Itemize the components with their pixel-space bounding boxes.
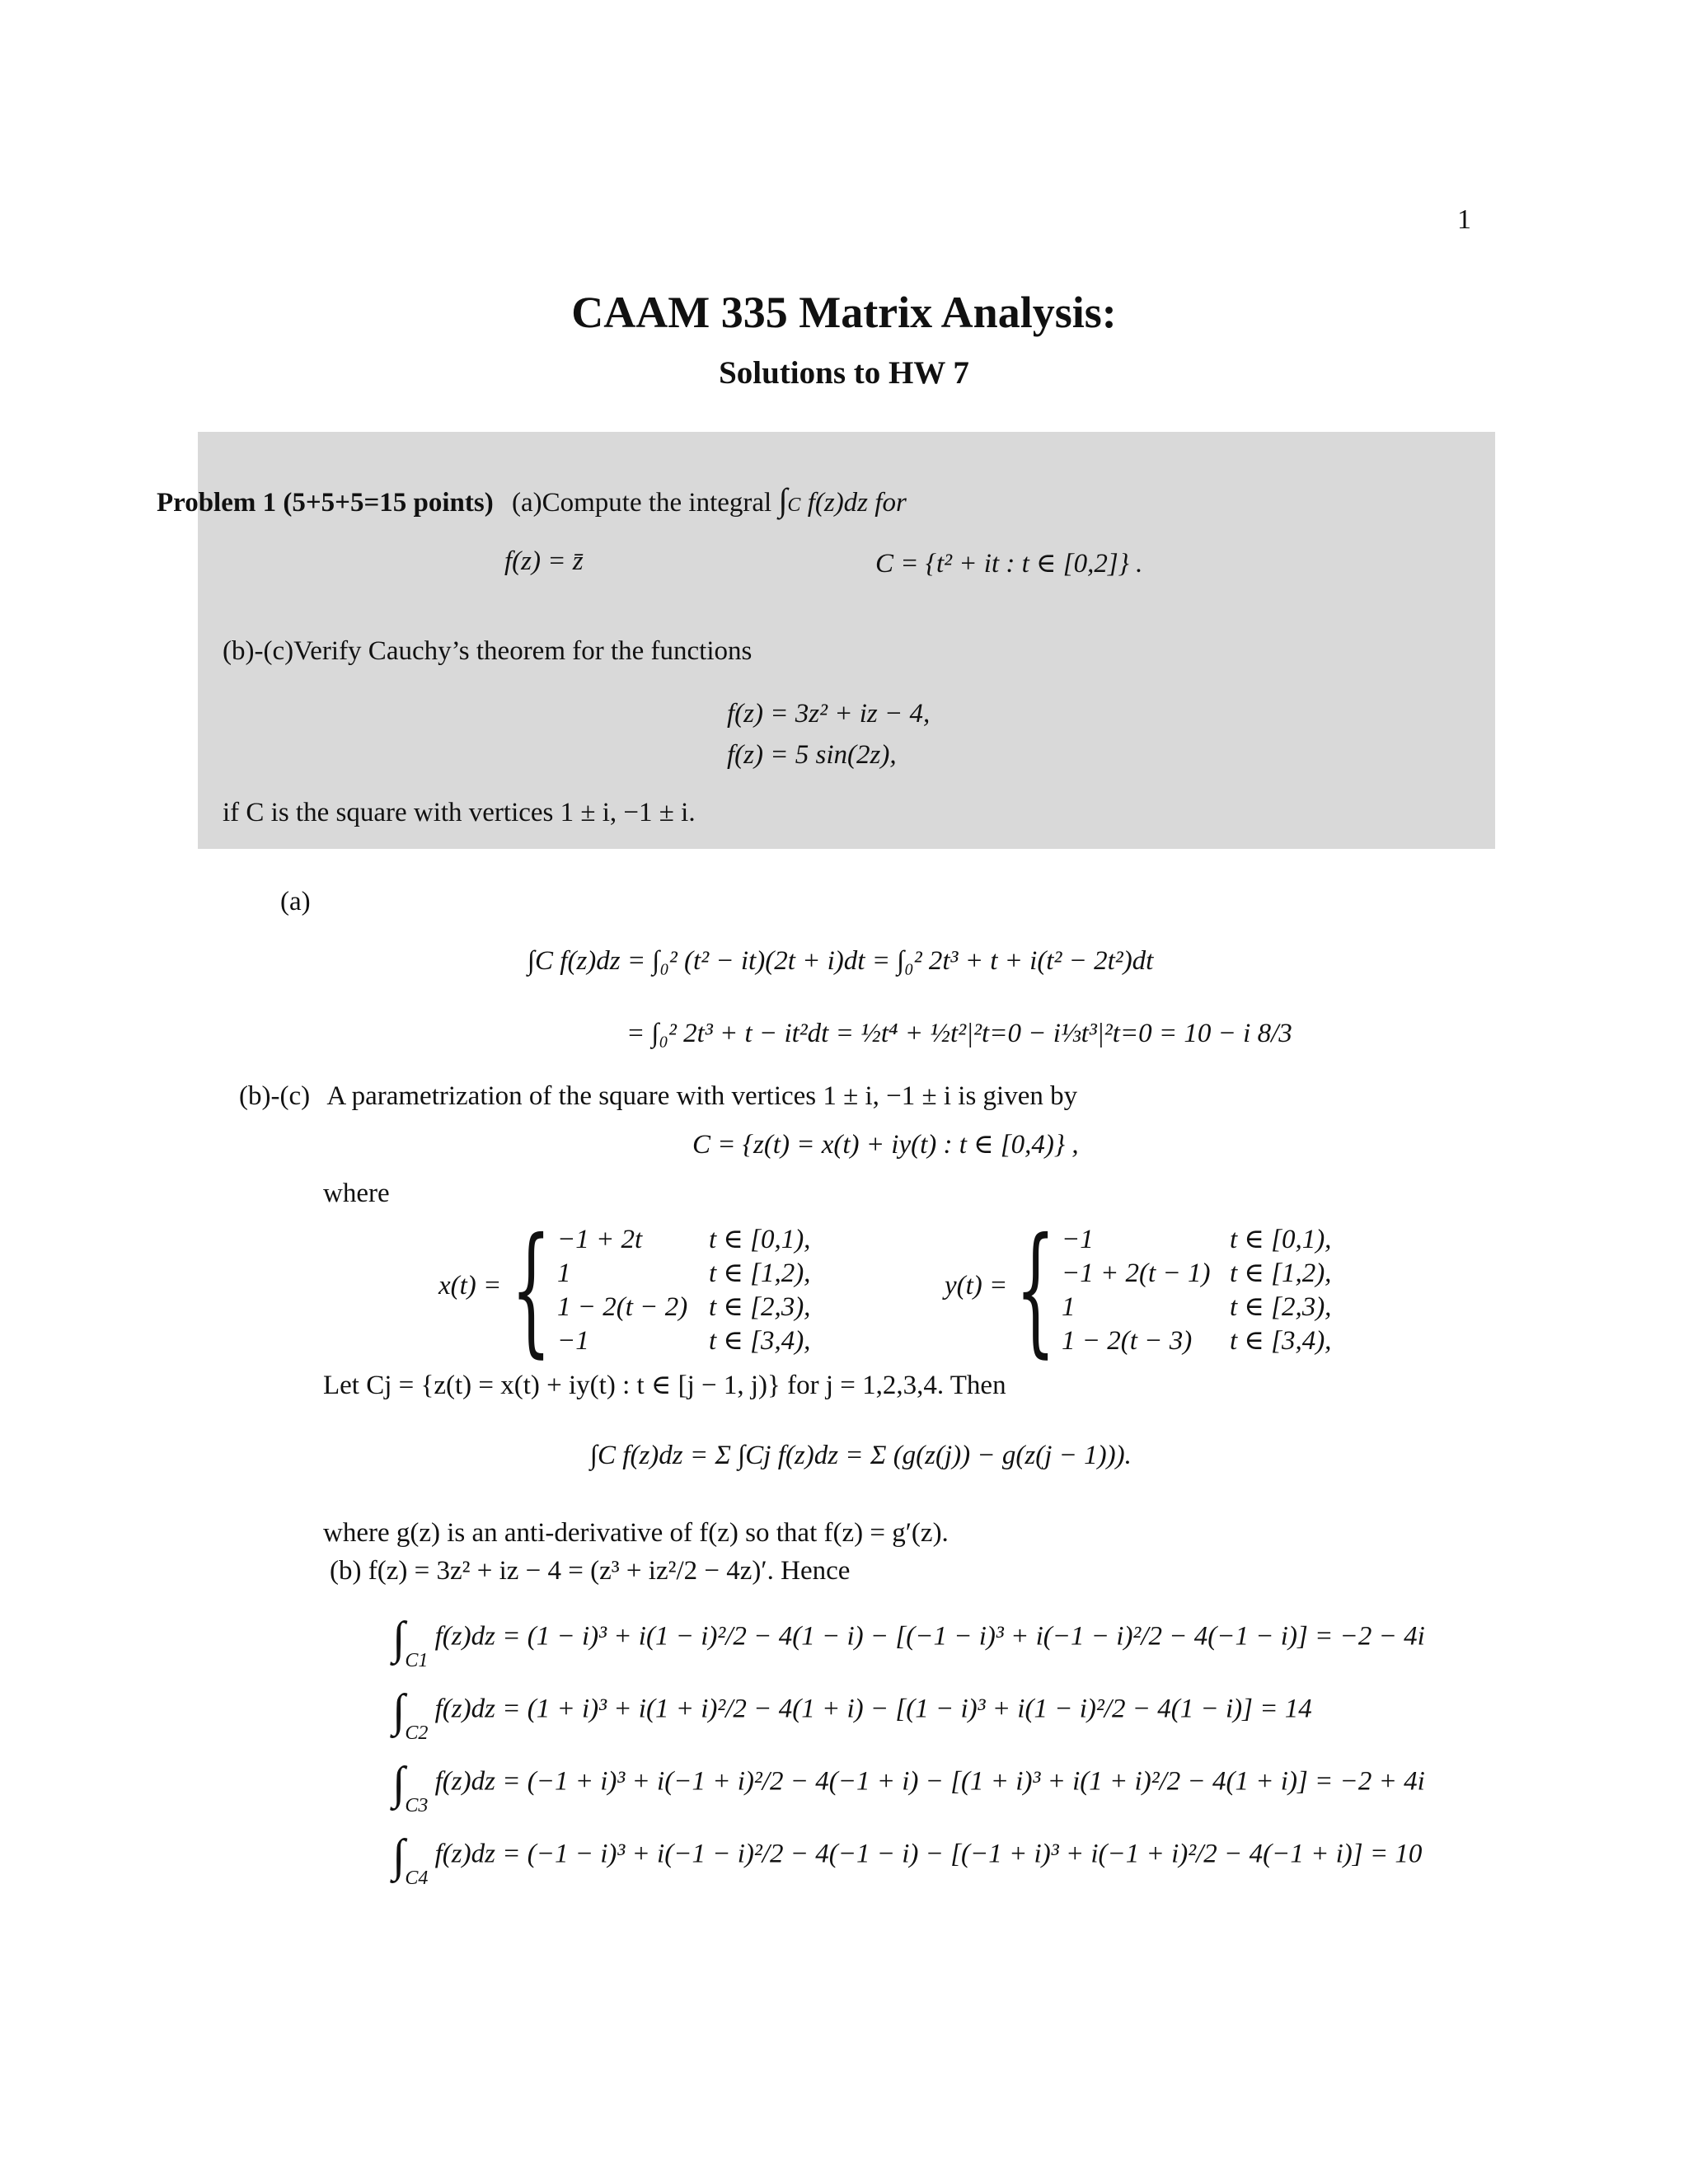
page-number: 1 xyxy=(1457,204,1471,235)
integral-sign: ∫ xyxy=(392,1613,406,1664)
y-case-expr: 1 xyxy=(1062,1292,1076,1322)
y-case-domain: t ∈ [2,3), xyxy=(1230,1292,1332,1322)
c1-label: C1 xyxy=(405,1649,429,1671)
where-label: where xyxy=(323,1179,390,1208)
x-case-expr: 1 xyxy=(557,1258,571,1288)
part-bc-text: A parametrization of the square with vertices 1 ± i, −1 ± i is given by xyxy=(326,1081,1078,1111)
c1-integral-line xyxy=(392,1613,1425,1671)
c4-equation: f(z)dz = (−1 − i)³ + i(−1 − i)²/2 − 4(−1 − i) − [(−1 + i)³ + i(−1 + i)²/2 − 4(−1 + i)] = 10 xyxy=(434,1839,1423,1869)
f-definition: f(z) = z̄ xyxy=(504,546,584,576)
problem-intro-a-tail: f(z)dz for xyxy=(807,488,907,518)
y-brace: { xyxy=(1015,1208,1056,1371)
c4-integral-line xyxy=(392,1830,1423,1889)
x-of-t-label: x(t) = xyxy=(438,1271,502,1301)
page-title: CAAM 335 Matrix Analysis: xyxy=(571,288,1117,337)
c2-integral-line xyxy=(392,1685,1312,1744)
x-case-domain: t ∈ [0,1), xyxy=(709,1225,811,1254)
y-case-domain: t ∈ [0,1), xyxy=(1230,1225,1332,1254)
c2-equation: f(z)dz = (1 + i)³ + i(1 + i)²/2 − 4(1 + i) − [(1 − i)³ + i(1 − i)²/2 − 4(1 − i)] = 14 xyxy=(434,1694,1312,1724)
part-a-equation-line-1: ∫C f(z)dz = ∫₀² (t² − it)(2t + i)dt = ∫₀² 2t³ + t + i(t² − 2t²)dt xyxy=(528,946,1154,976)
y-of-t-label: y(t) = xyxy=(945,1271,1008,1301)
c4-label: C4 xyxy=(405,1867,429,1889)
x-brace: { xyxy=(511,1208,551,1371)
y-case-expr: −1 + 2(t − 1) xyxy=(1062,1258,1211,1288)
part-bc-intro xyxy=(239,1081,1077,1112)
integral-sign: ∫ xyxy=(392,1830,406,1882)
problem-intro-a: (a)Compute the integral xyxy=(511,488,772,518)
integral-subscript: C xyxy=(787,494,801,516)
x-case-expr: −1 xyxy=(557,1326,589,1356)
integral-sign: ∫ xyxy=(778,481,788,518)
y-case-domain: t ∈ [1,2), xyxy=(1230,1258,1332,1288)
x-case-domain: t ∈ [1,2), xyxy=(709,1258,811,1288)
c3-label: C3 xyxy=(405,1794,429,1816)
function-1: f(z) = 3z² + iz − 4, xyxy=(727,699,931,729)
problem-intro-bc: (b)-(c)Verify Cauchy’s theorem for the functions xyxy=(223,636,753,666)
part-a-equation-line-2: = ∫₀² 2t³ + t − it²dt = ½t⁴ + ½t²|²t=0 − i⅓t³|²t=0 = 10 − i 8/3 xyxy=(626,1019,1292,1048)
page-subtitle: Solutions to HW 7 xyxy=(719,355,969,391)
y-case-domain: t ∈ [3,4), xyxy=(1230,1326,1332,1356)
antiderivative-line: where g(z) is an anti-derivative of f(z) so that f(z) = g′(z). xyxy=(323,1518,949,1548)
let-cj-line: Let Cj = {z(t) = x(t) + iy(t) : t ∈ [j − 1, j)} for j = 1,2,3,4. Then xyxy=(323,1371,1006,1400)
y-case-expr: −1 xyxy=(1062,1225,1094,1254)
x-case-domain: t ∈ [2,3), xyxy=(709,1292,811,1322)
c-definition: C = {t² + it : t ∈ [0,2]} . xyxy=(875,549,1143,579)
y-cases xyxy=(1062,1223,1441,1363)
integral-sign: ∫ xyxy=(392,1685,406,1736)
part-bc-label: (b)-(c) xyxy=(239,1081,311,1111)
function-2: f(z) = 5 sin(2z), xyxy=(727,740,897,770)
integral-sign: ∫ xyxy=(392,1758,406,1809)
parametrization: C = {z(t) = x(t) + iy(t) : t ∈ [0,4)} , xyxy=(692,1130,1079,1160)
x-case-expr: 1 − 2(t − 2) xyxy=(557,1292,688,1322)
c1-equation: f(z)dz = (1 − i)³ + i(1 − i)²/2 − 4(1 − i) − [(−1 − i)³ + i(−1 − i)²/2 − 4(−1 − i)] = −2 − 4i xyxy=(434,1621,1425,1652)
part-b-line: (b) f(z) = 3z² + iz − 4 = (z³ + iz²/2 − 4z)′. Hence xyxy=(330,1556,851,1586)
x-case-expr: −1 + 2t xyxy=(557,1225,643,1254)
x-cases xyxy=(557,1223,903,1363)
y-case-expr: 1 − 2(t − 3) xyxy=(1062,1326,1193,1356)
part-a-label: (a) xyxy=(280,887,311,916)
sum-equation: ∫C f(z)dz = Σ ∫Cj f(z)dz = Σ (g(z(j)) − g(z(j − 1))). xyxy=(590,1441,1132,1470)
c3-equation: f(z)dz = (−1 + i)³ + i(−1 + i)²/2 − 4(−1 + i) − [(1 + i)³ + i(1 + i)²/2 − 4(1 + i)] = −2 + 4i xyxy=(434,1766,1425,1797)
x-case-domain: t ∈ [3,4), xyxy=(709,1326,811,1356)
c2-label: C2 xyxy=(405,1722,429,1744)
problem-heading: Problem 1 (5+5+5=15 points) xyxy=(157,488,494,518)
c3-integral-line xyxy=(392,1758,1425,1816)
problem-intro-line xyxy=(157,480,907,519)
square-statement: if C is the square with vertices 1 ± i, −1 ± i. xyxy=(223,798,696,827)
